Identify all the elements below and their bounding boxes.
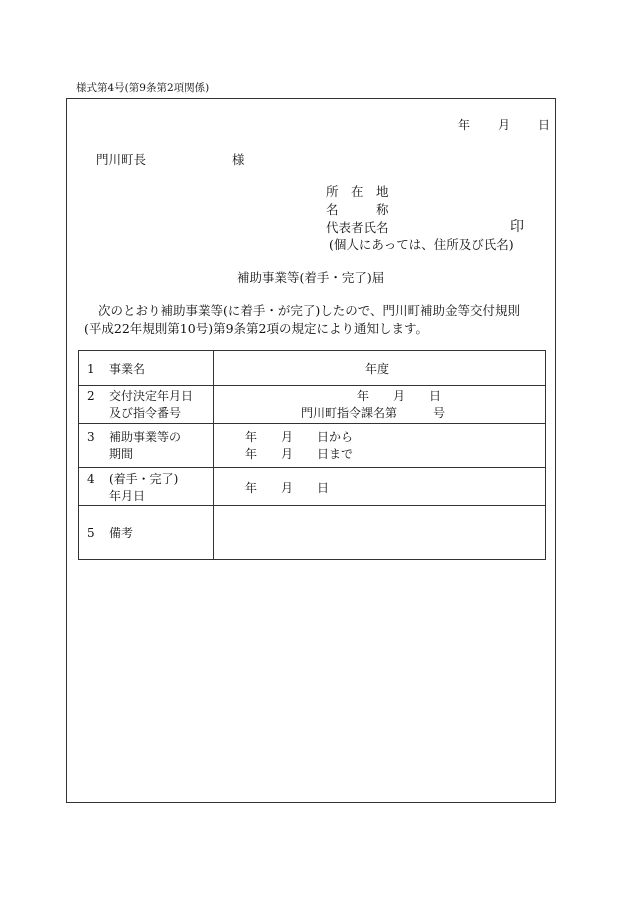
table-row-divider xyxy=(79,423,545,424)
period-end: 年 月 日まで xyxy=(245,447,354,461)
row-number: 1 xyxy=(87,362,95,376)
table-row-1-label xyxy=(87,361,145,378)
date-month: 月 xyxy=(498,118,511,132)
date-day: 日 xyxy=(538,118,551,132)
applicant-representative-label: 代表者氏名 xyxy=(326,220,389,235)
table-row-divider xyxy=(79,467,545,468)
applicant-address-label: 所 在 地 xyxy=(326,184,389,199)
addressee-name: 門川町長 xyxy=(96,152,147,167)
row-label-line-2: 年月日 xyxy=(109,489,146,503)
row-label-line-1: 交付決定年月日 xyxy=(109,389,194,403)
table-row-5-label xyxy=(87,525,133,542)
table-row-3-label xyxy=(87,429,181,463)
addressee xyxy=(96,150,245,168)
date-year: 年 xyxy=(458,118,471,132)
body-line-2: (平成22年規則第10号)第9条第2項の規定により通知します。 xyxy=(84,321,428,336)
table-row-4-value: 年 月 日 xyxy=(245,481,330,495)
body-paragraph xyxy=(84,302,552,338)
applicant-note: (個人にあっては、住所及び氏名) xyxy=(329,237,514,252)
seal-mark: 印 xyxy=(510,219,524,235)
table-row-4-label xyxy=(87,471,178,505)
table-row-2-label xyxy=(87,388,193,422)
date-line xyxy=(458,116,550,133)
details-table xyxy=(78,350,546,560)
row-label-line-1: 補助事業等の xyxy=(109,430,182,444)
form-number: 様式第4号(第9条第2項関係) xyxy=(76,82,210,94)
row-number: 4 xyxy=(87,472,95,486)
table-column-divider xyxy=(213,351,214,559)
row-label-line-1: (着手・完了) xyxy=(109,472,179,486)
row-label: 事業名 xyxy=(109,362,146,376)
document-title: 補助事業等(着手・完了)届 xyxy=(237,270,385,285)
row-label-line-2: 期間 xyxy=(109,447,134,461)
table-row-divider xyxy=(79,385,545,386)
period-start: 年 月 日から xyxy=(245,430,354,444)
table-row-3-value xyxy=(245,429,353,463)
row-number: 2 xyxy=(87,389,95,403)
row-label-line-2: 及び指令番号 xyxy=(109,406,182,420)
row-label: 備考 xyxy=(109,526,134,540)
row-number: 5 xyxy=(87,526,95,540)
row-number: 3 xyxy=(87,430,95,444)
body-line-1: 次のとおり補助事業等(に着手・が完了)したので、門川町補助金等交付規則 xyxy=(98,303,521,318)
applicant-name-label: 名 称 xyxy=(326,202,389,217)
table-row-2-value-line-1: 年 月 日 xyxy=(357,389,442,403)
addressee-honorific: 様 xyxy=(232,152,245,167)
table-row-1-value: 年度 xyxy=(365,362,390,376)
table-row-divider xyxy=(79,505,545,506)
table-row-2-value-line-2: 門川町指令課名第 号 xyxy=(301,406,446,420)
